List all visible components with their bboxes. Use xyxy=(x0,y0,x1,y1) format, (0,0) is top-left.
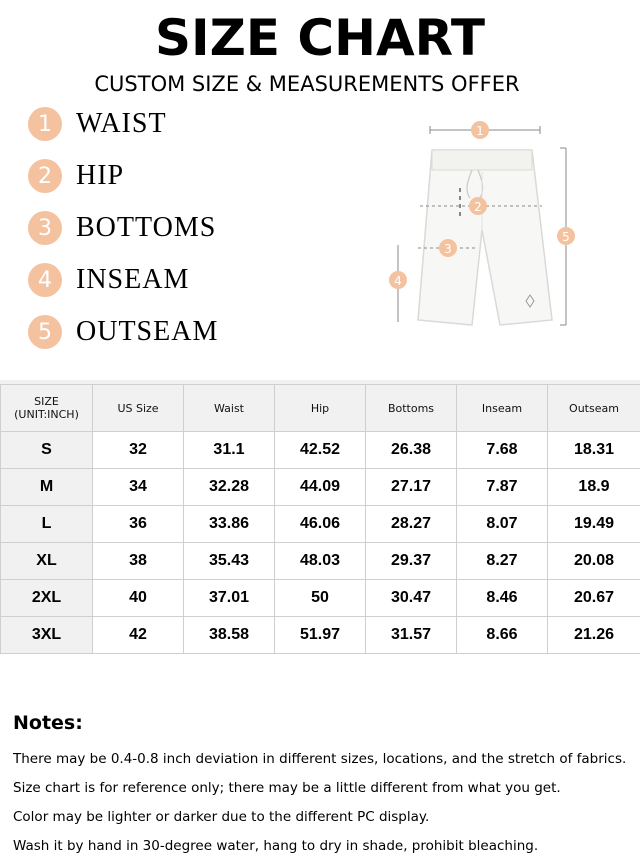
table-cell: 8.07 xyxy=(457,506,548,543)
legend-label: INSEAM xyxy=(76,264,190,295)
diagram-marker-2 xyxy=(469,197,487,215)
number-badge: 4 xyxy=(28,263,62,297)
table-cell: 37.01 xyxy=(184,580,275,617)
table-cell: 32.28 xyxy=(184,469,275,506)
table-cell: 27.17 xyxy=(366,469,457,506)
table-cell: 31.1 xyxy=(184,432,275,469)
diagram-marker-5 xyxy=(557,227,575,245)
size-label-cell: M xyxy=(1,469,93,506)
legend-label: BOTTOMS xyxy=(76,212,217,243)
number-badge: 2 xyxy=(28,159,62,193)
table-cell: 50 xyxy=(275,580,366,617)
svg-text:5: 5 xyxy=(562,230,570,244)
table-cell: 18.31 xyxy=(548,432,640,469)
notes-section xyxy=(13,712,633,861)
diagram-marker-3 xyxy=(439,239,457,257)
number-badge: 5 xyxy=(28,315,62,349)
svg-text:2: 2 xyxy=(474,200,482,214)
table-cell: 18.9 xyxy=(548,469,640,506)
size-label-cell: S xyxy=(1,432,93,469)
table-cell: 51.97 xyxy=(275,617,366,654)
table-cell: 32 xyxy=(93,432,184,469)
table-row xyxy=(1,432,640,469)
header-us-size: US Size xyxy=(93,385,184,432)
table-cell: 26.38 xyxy=(366,432,457,469)
diagram-marker-4 xyxy=(389,271,407,289)
header-bottoms: Bottoms xyxy=(366,385,457,432)
page-title: SIZE CHART xyxy=(154,9,486,67)
note-item: Color may be lighter or darker due to the different PC display. xyxy=(13,809,430,825)
table-cell: 8.27 xyxy=(457,543,548,580)
table-cell: 42.52 xyxy=(275,432,366,469)
legend-item-waist xyxy=(28,106,167,142)
notes-title: Notes: xyxy=(13,712,83,734)
header-outseam: Outseam xyxy=(548,385,640,432)
legend-label: HIP xyxy=(76,160,125,191)
diagram-marker-1 xyxy=(471,121,489,139)
table-cell: 34 xyxy=(93,469,184,506)
table-cell: 38 xyxy=(93,543,184,580)
shorts-diagram xyxy=(380,110,590,340)
table-cell: 48.03 xyxy=(275,543,366,580)
legend-label: WAIST xyxy=(76,108,167,139)
table-cell: 28.27 xyxy=(366,506,457,543)
shorts-image xyxy=(418,150,552,325)
table-cell: 36 xyxy=(93,506,184,543)
size-label-cell: 2XL xyxy=(1,580,93,617)
size-table xyxy=(0,384,640,654)
svg-text:4: 4 xyxy=(394,274,402,288)
legend-item-outseam xyxy=(28,314,218,350)
note-item: Size chart is for reference only; there may be a little different from what you get. xyxy=(13,780,561,796)
table-cell: 38.58 xyxy=(184,617,275,654)
table-row xyxy=(1,580,640,617)
table-cell: 44.09 xyxy=(275,469,366,506)
table-cell: 30.47 xyxy=(366,580,457,617)
table-row xyxy=(1,506,640,543)
table-cell: 46.06 xyxy=(275,506,366,543)
header-hip: Hip xyxy=(275,385,366,432)
size-label-cell: 3XL xyxy=(1,617,93,654)
table-cell: 7.68 xyxy=(457,432,548,469)
legend-item-inseam xyxy=(28,262,189,298)
table-row xyxy=(1,617,640,654)
table-cell: 7.87 xyxy=(457,469,548,506)
table-cell: 33.86 xyxy=(184,506,275,543)
table-row xyxy=(1,469,640,506)
table-header-row xyxy=(1,385,640,432)
table-row xyxy=(1,543,640,580)
header-inseam: Inseam xyxy=(457,385,548,432)
note-item: Wash it by hand in 30-degree water, hang to dry in shade, prohibit bleaching. xyxy=(13,838,539,854)
header-waist: Waist xyxy=(184,385,275,432)
size-label-cell: XL xyxy=(1,543,93,580)
size-label-cell: L xyxy=(1,506,93,543)
number-badge: 1 xyxy=(28,107,62,141)
note-item: There may be 0.4-0.8 inch deviation in different sizes, locations, and the stretch of fabrics. xyxy=(13,751,627,767)
svg-text:1: 1 xyxy=(476,124,484,138)
page-subtitle: CUSTOM SIZE & MEASUREMENTS OFFER xyxy=(94,72,520,96)
table-cell: 35.43 xyxy=(184,543,275,580)
table-cell: 20.08 xyxy=(548,543,640,580)
table-cell: 20.67 xyxy=(548,580,640,617)
legend-item-bottoms xyxy=(28,210,216,246)
svg-text:3: 3 xyxy=(444,242,452,256)
table-cell: 42 xyxy=(93,617,184,654)
legend-item-hip xyxy=(28,158,124,194)
table-cell: 29.37 xyxy=(366,543,457,580)
table-cell: 19.49 xyxy=(548,506,640,543)
number-badge: 3 xyxy=(28,211,62,245)
table-cell: 21.26 xyxy=(548,617,640,654)
header-size: SIZE (UNIT:INCH) xyxy=(1,385,93,432)
table-cell: 31.57 xyxy=(366,617,457,654)
legend-label: OUTSEAM xyxy=(76,316,219,347)
table-cell: 8.66 xyxy=(457,617,548,654)
table-cell: 40 xyxy=(93,580,184,617)
table-cell: 8.46 xyxy=(457,580,548,617)
